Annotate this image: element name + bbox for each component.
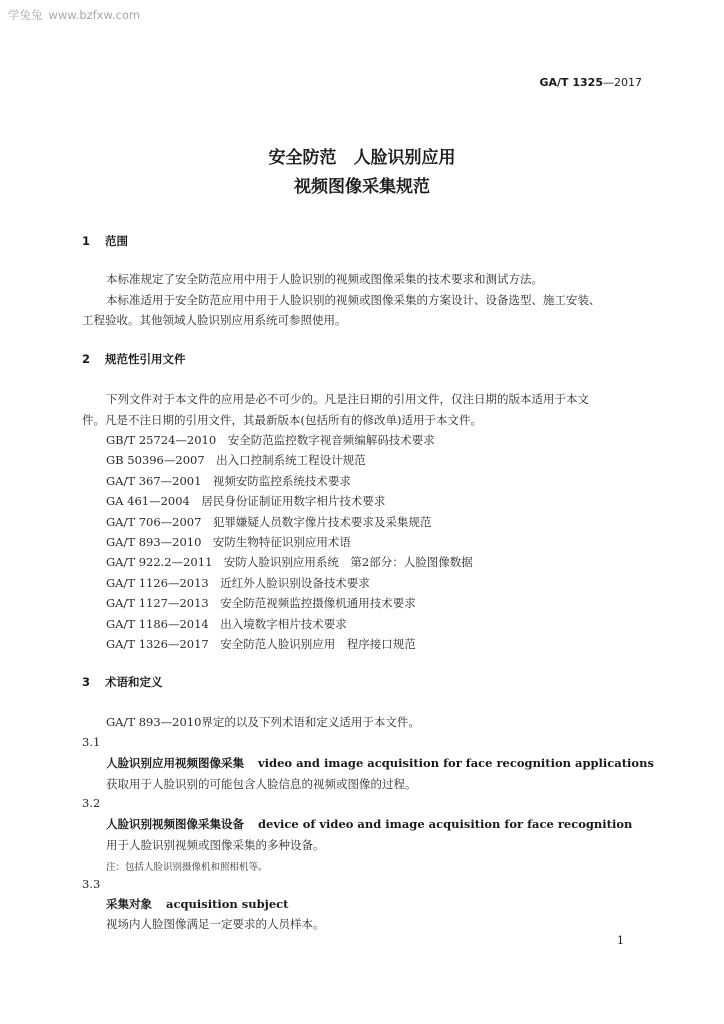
section2-number: 2 bbox=[82, 352, 91, 366]
reference-id: GA/T 367—2001 bbox=[106, 474, 202, 488]
reference-title: 近红外人脸识别设备技术要求 bbox=[220, 576, 370, 590]
term-definition: 视场内人脸图像满足一定要求的人员样本。 bbox=[106, 917, 325, 931]
term-heading bbox=[106, 755, 654, 771]
term-heading bbox=[106, 896, 288, 912]
reference-item bbox=[106, 452, 366, 468]
reference-id: GA/T 1326—2017 bbox=[106, 637, 209, 651]
reference-title: 安全防范人脸识别应用 程序接口规范 bbox=[220, 637, 416, 651]
reference-title: 安防人脸识别应用系统 第2部分：人脸图像数据 bbox=[223, 555, 473, 569]
term-number: 3.2 bbox=[82, 796, 101, 810]
term-en: acquisition subject bbox=[166, 897, 289, 911]
section3-title: 术语和定义 bbox=[105, 675, 163, 689]
reference-item bbox=[106, 595, 416, 611]
reference-item bbox=[106, 636, 416, 652]
term-heading bbox=[106, 816, 632, 832]
section2-title: 规范性引用文件 bbox=[105, 352, 186, 366]
reference-item bbox=[106, 473, 351, 489]
term-definition: 获取用于人脸识别的可能包含人脸信息的视频或图像的过程。 bbox=[106, 777, 417, 791]
reference-id: GB/T 25724—2010 bbox=[106, 433, 217, 447]
standard-year: —2017 bbox=[603, 76, 642, 89]
reference-item bbox=[106, 432, 435, 448]
reference-title: 出入境数字相片技术要求 bbox=[220, 617, 347, 631]
section1-heading bbox=[82, 233, 128, 249]
reference-item bbox=[106, 575, 370, 591]
reference-title: 出入口控制系统工程设计规范 bbox=[216, 453, 366, 467]
term-zh: 人脸识别视频图像采集设备 bbox=[106, 817, 244, 831]
reference-id: GA/T 922.2—2011 bbox=[106, 555, 213, 569]
section2-heading bbox=[82, 351, 186, 367]
term-definition: 用于人脸识别视频或图像采集的多种设备。 bbox=[106, 838, 325, 852]
section3-intro: GA/T 893—2010界定的以及下列术语和定义适用于本文件。 bbox=[106, 715, 420, 729]
section1-title: 范围 bbox=[105, 234, 128, 248]
reference-title: 视频安防监控系统技术要求 bbox=[212, 474, 351, 488]
reference-title: 安全防范视频监控摄像机通用技术要求 bbox=[220, 596, 416, 610]
term-zh: 人脸识别应用视频图像采集 bbox=[106, 756, 244, 770]
reference-title: 居民身份证制证用数字相片技术要求 bbox=[201, 494, 386, 508]
title-line1: 安全防范 人脸识别应用 bbox=[268, 148, 456, 168]
section3-heading bbox=[82, 674, 163, 690]
reference-id: GA/T 1186—2014 bbox=[106, 617, 209, 631]
reference-item bbox=[106, 493, 385, 509]
reference-item bbox=[106, 554, 473, 570]
term-number: 3.3 bbox=[82, 877, 101, 891]
section1-number: 1 bbox=[82, 234, 91, 248]
reference-id: GA 461—2004 bbox=[106, 494, 190, 508]
page-number: 1 bbox=[617, 934, 624, 947]
reference-title: 安防生物特征识别应用术语 bbox=[212, 535, 351, 549]
watermark bbox=[8, 7, 140, 23]
reference-title: 安全防范监控数字视音频编解码技术要求 bbox=[227, 433, 435, 447]
title-line2: 视频图像采集规范 bbox=[294, 177, 430, 197]
reference-title: 犯罪嫌疑人员数字像片技术要求及采集规范 bbox=[212, 515, 432, 529]
standard-code: GA/T 1325 bbox=[539, 76, 603, 89]
standard-number bbox=[539, 76, 642, 89]
reference-id: GA/T 706—2007 bbox=[106, 515, 202, 529]
term-en: video and image acquisition for face recognition applications bbox=[258, 756, 654, 770]
reference-id: GA/T 893—2010 bbox=[106, 535, 202, 549]
term-number: 3.1 bbox=[82, 735, 101, 749]
reference-item bbox=[106, 616, 347, 632]
reference-id: GA/T 1126—2013 bbox=[106, 576, 209, 590]
term-zh: 采集对象 bbox=[106, 897, 152, 911]
section1-paragraph2-line1: 本标准适用于安全防范应用中用于人脸识别的视频或图像采集的方案设计、设备选型、施工安装、 bbox=[106, 293, 601, 307]
reference-item bbox=[106, 514, 431, 530]
reference-id: GA/T 1127—2013 bbox=[106, 596, 209, 610]
term-note: 注：包括人脸识别摄像机和照相机等。 bbox=[106, 862, 268, 873]
reference-item bbox=[106, 534, 351, 550]
section1-paragraph2-line2: 工程验收。其他领域人脸识别应用系统可参照使用。 bbox=[82, 313, 347, 327]
section2-paragraph-line2: 件。凡是不注日期的引用文件，其最新版本(包括所有的修改单)适用于本文件。 bbox=[82, 413, 482, 427]
watermark-url: www.bzfxw.com bbox=[48, 8, 141, 22]
watermark-site: 学兔兔 bbox=[8, 8, 43, 22]
section3-number: 3 bbox=[82, 675, 91, 689]
term-en: device of video and image acquisition for face recognition bbox=[258, 817, 633, 831]
section2-paragraph-line1: 下列文件对于本文件的应用是必不可少的。凡是注日期的引用文件，仅注日期的版本适用于本文 bbox=[106, 392, 589, 406]
section1-paragraph1: 本标准规定了安全防范应用中用于人脸识别的视频或图像采集的技术要求和测试方法。 bbox=[106, 272, 543, 286]
reference-id: GB 50396—2007 bbox=[106, 453, 205, 467]
